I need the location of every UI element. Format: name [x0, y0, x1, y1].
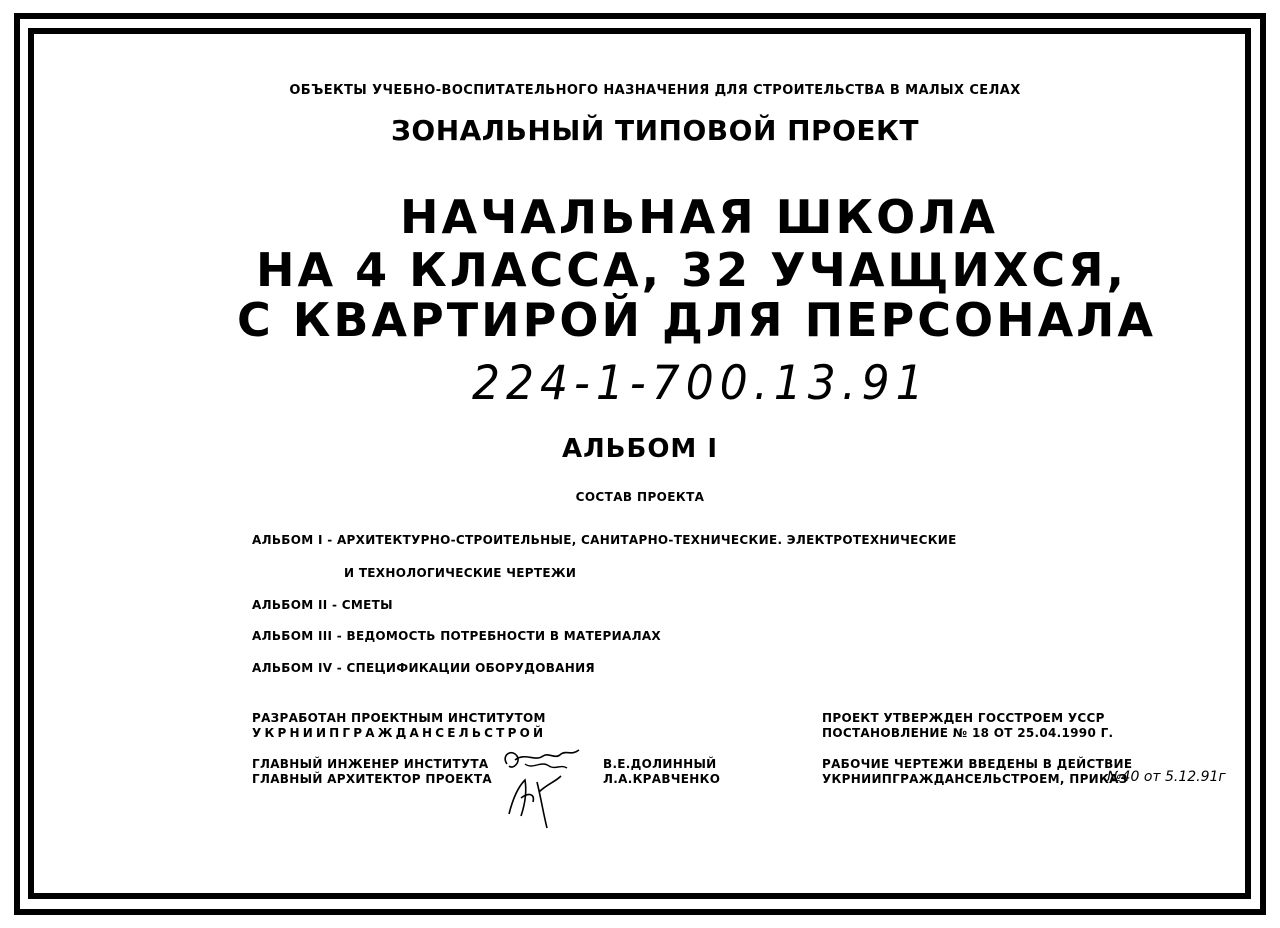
- chief-architect-role: ГЛАВНЫЙ АРХИТЕКТОР ПРОЕКТА: [252, 772, 492, 786]
- album-4-item: АЛЬБОМ IV - СПЕЦИФИКАЦИИ ОБОРУДОВАНИЯ: [252, 661, 595, 675]
- album-2-item: АЛЬБОМ II - СМЕТЫ: [252, 598, 393, 612]
- approval-line-2: ПОСТАНОВЛЕНИЕ № 18 ОТ 25.04.1990 Г.: [822, 726, 1114, 740]
- title-line-3: С КВАРТИРОЙ ДЛЯ ПЕРСОНАЛА: [237, 293, 1156, 347]
- project-code: 224-1-700.13.91: [472, 356, 930, 412]
- developer-line-1: РАЗРАБОТАН ПРОЕКТНЫМ ИНСТИТУТОМ: [252, 711, 546, 725]
- chief-engineer-name: В.Е.ДОЛИННЫЙ: [603, 757, 717, 771]
- title-line-2: НА 4 КЛАССА, 32 УЧАЩИХСЯ,: [256, 243, 1128, 297]
- chief-engineer-role: ГЛАВНЫЙ ИНЖЕНЕР ИНСТИТУТА: [252, 757, 489, 771]
- chief-architect-name: Л.А.КРАВЧЕНКО: [603, 772, 721, 786]
- title-line-1: НАЧАЛЬНАЯ ШКОЛА: [400, 190, 999, 244]
- working-drawings-line-2: УКРНИИПГРАЖДАНСЕЛЬСТРОЕМ, ПРИКАЗ: [822, 772, 1128, 786]
- album-3-item: АЛЬБОМ III - ВЕДОМОСТЬ ПОТРЕБНОСТИ В МАТЕРИАЛАХ: [252, 629, 661, 643]
- album-1-item-continued: И ТЕХНОЛОГИЧЕСКИЕ ЧЕРТЕЖИ: [344, 566, 577, 580]
- composition-heading: СОСТАВ ПРОЕКТА: [575, 490, 705, 504]
- order-number-handwritten: №40 от 5.12.91г: [1107, 769, 1226, 785]
- approval-line-1: ПРОЕКТ УТВЕРЖДЕН ГОССТРОЕМ УССР: [822, 711, 1105, 725]
- album-title: АЛЬБОМ I: [561, 434, 719, 464]
- signature-icon: [495, 742, 585, 832]
- working-drawings-line-1: РАБОЧИЕ ЧЕРТЕЖИ ВВЕДЕНЫ В ДЕЙСТВИЕ: [822, 757, 1133, 771]
- developer-institute: УКРНИИПГРАЖДАНСЕЛЬСТРОЙ: [252, 726, 547, 740]
- album-1-item: АЛЬБОМ I - АРХИТЕКТУРНО-СТРОИТЕЛЬНЫЕ, САНИТАРНО-ТЕХНИЧЕСКИЕ. ЭЛЕКТРОТЕХНИЧЕСКИЕ: [252, 533, 957, 547]
- project-type: ЗОНАЛЬНЫЙ ТИПОВОЙ ПРОЕКТ: [391, 114, 919, 147]
- series-heading: ОБЪЕКТЫ УЧЕБНО-ВОСПИТАТЕЛЬНОГО НАЗНАЧЕНИЯ ДЛЯ СТРОИТЕЛЬСТВА В МАЛЫХ СЕЛАХ: [289, 83, 1021, 98]
